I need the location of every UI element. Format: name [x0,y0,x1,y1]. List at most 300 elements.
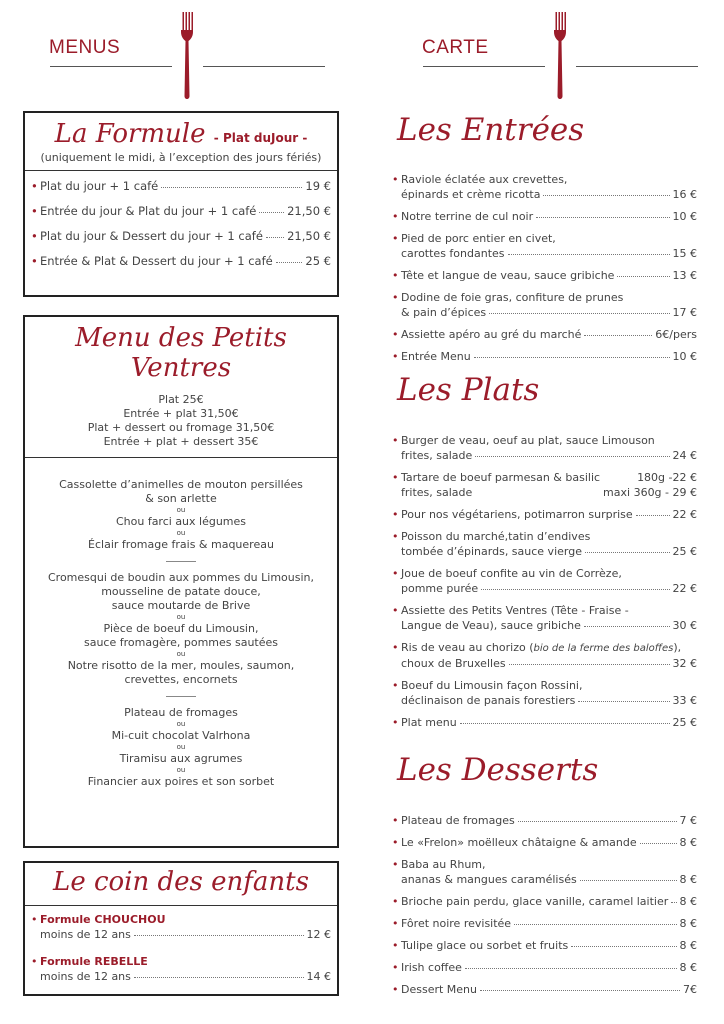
menu-item-line [392,581,697,596]
item-name: Entrée Menu [401,350,471,363]
formule-note: (uniquement le midi, à l’exception des jours fériés) [40,151,322,164]
item-name: Pour nos végétariens, potimarron surprise [401,508,633,521]
dot-leader [460,723,670,724]
formula-price: Entrée + plat + dessert 35€ [103,435,259,448]
item-name: Assiette des Petits Ventres (Tête - Fraise - [401,604,629,617]
item-text [392,640,681,656]
menu-item-line [392,305,697,320]
menu-item [31,229,331,244]
menu-item [392,529,697,559]
item-price: 30 € [672,619,697,632]
item-text [392,290,623,305]
dot-leader [481,589,669,590]
dot-leader [617,276,669,277]
dish-line: sauce fromagère, pommes sautées [83,636,279,649]
bullet-icon: • [392,814,399,827]
menu-item-line [392,872,697,887]
item-price: 25 € [305,254,331,268]
item-price: 22 € [672,582,697,595]
item-name: Entrée & Plat & Dessert du jour + 1 café [40,254,273,268]
formula-price: Plat + dessert ou fromage 31,50€ [87,421,275,434]
menu-item-line [392,857,697,872]
menu-item-line [392,544,697,559]
kids-formula-line [31,927,331,942]
item-price: 8 € [679,961,697,974]
divider [50,66,172,67]
menu-item-line [392,246,697,261]
item-price: 8 € [679,836,697,849]
entrees-list [392,172,697,371]
item-name: Le «Frelon» moëlleux châtaigne & amande [401,836,637,849]
item-name-end: ), [673,641,682,654]
carte-heading: CARTE [422,37,489,58]
menu-item-line [392,603,697,618]
dot-leader [465,968,677,969]
dot-leader [161,187,302,188]
kids-formula [31,912,331,942]
dot-leader [585,552,670,553]
menu-item [392,640,697,671]
or-word: ou [176,720,186,728]
formula-price: 14 € [306,970,331,983]
item-name: Ris de veau au chorizo ( [401,641,534,654]
item-price: 19 € [305,179,331,193]
petits-ventres-title: Menu des Petits Ventres [75,323,287,383]
item-text [392,938,568,953]
kids-formula [31,954,331,984]
menu-item-line [392,894,697,909]
item-price: 7 € [679,814,697,827]
bullet-icon: • [392,939,399,952]
or-word: ou [176,506,186,514]
menu-item-line [392,187,697,202]
item-name: Poisson du marché,tatin d’endives [401,530,591,543]
item-text [392,268,614,283]
item-price: 16 € [672,188,697,201]
menu-item [31,179,331,194]
menu-item-line [392,485,697,500]
item-name: Plat menu [401,716,457,729]
item-name: Tête et langue de veau, sauce gribiche [401,269,615,282]
menu-item [31,254,331,269]
dot-leader [584,335,652,336]
bullet-icon: • [392,328,399,341]
item-name: choux de Bruxelles [401,657,506,670]
bullet-icon: • [392,269,399,282]
formula-price: Entrée + plat 31,50€ [123,407,239,420]
formule-box [23,111,339,297]
dish-line: sauce moutarde de Brive [111,599,251,612]
desserts-title: Les Desserts [397,752,599,788]
item-price: 25 € [672,716,697,729]
item-text [392,209,533,224]
dot-leader [266,237,284,238]
formule-title-text: La Formule [54,119,206,149]
bullet-icon: • [392,434,399,447]
menu-item-line [392,618,697,633]
item-text [392,603,629,618]
dish-line: Chou farci aux légumes [115,515,247,528]
bullet-icon: • [392,895,399,908]
item-name: Notre terrine de cul noir [401,210,534,223]
menu-item-line [392,566,697,581]
item-name: Joue de boeuf confite au vin de Corrèze, [401,567,622,580]
dot-leader [276,262,303,263]
formula-desc: moins de 12 ans [40,970,131,983]
item-name: Baba au Rhum, [401,858,486,871]
item-note: bio de la ferme des baloffes [533,643,674,654]
item-text [401,305,486,320]
bullet-icon: • [392,917,399,930]
dot-leader [474,357,670,358]
item-text [392,894,668,909]
menu-item-line [31,179,331,194]
item-text [31,254,273,269]
bullet-icon: • [392,567,399,580]
bullet-icon: • [392,641,399,654]
dish-line: Pièce de boeuf du Limousin, [103,622,259,635]
menu-item [392,960,697,975]
bullet-icon: • [392,983,399,996]
formula-name: Formule CHOUCHOU [40,913,166,926]
item-name: & pain d’épices [401,306,487,319]
item-name: Pied de porc entier en civet, [401,232,556,245]
enfants-title: Le coin des enfants [53,867,309,897]
dot-leader [543,195,669,196]
course-separator [166,561,196,562]
formula-desc: moins de 12 ans [40,928,131,941]
dish-line: Tiramisu aux agrumes [119,752,243,765]
item-name: Plat du jour & Dessert du jour + 1 café [40,229,263,243]
menu-item-line [392,470,697,485]
divider [576,66,698,67]
formula-name: Formule REBELLE [40,955,148,968]
menu-item [392,470,697,500]
item-price: 33 € [672,694,697,707]
item-name: Entrée du jour & Plat du jour + 1 café [40,204,257,218]
item-price: 180g -22 € [637,471,697,484]
bullet-icon: • [392,291,399,304]
desserts-list [392,813,697,1004]
dot-leader [536,217,669,218]
menu-item [392,566,697,596]
fork-icon [552,12,568,102]
menu-item [392,172,697,202]
petits-ventres-courses [25,458,337,789]
bullet-icon: • [392,173,399,186]
dish-line: Plateau de fromages [124,706,238,719]
or-word: ou [176,529,186,537]
dish-line: mousseline de patate douce, [101,585,261,598]
dot-leader [584,626,670,627]
bullet-icon: • [31,179,38,193]
bullet-icon: • [392,961,399,974]
entrees-title: Les Entrées [397,112,585,148]
menu-item-line [392,290,697,305]
menu-item [392,715,697,730]
menu-item-line [392,960,697,975]
menu-item [392,894,697,909]
dot-leader [671,902,676,903]
or-word: ou [176,766,186,774]
menu-item-line [392,231,697,246]
item-name: Raviole éclatée aux crevettes, [401,173,568,186]
item-name: Assiette apéro au gré du marché [401,328,582,341]
item-text [392,231,556,246]
menu-item [392,678,697,708]
item-name: frites, salade [401,449,473,462]
menu-item-line [392,938,697,953]
menu-item [31,204,331,219]
dot-leader [475,456,669,457]
divider [203,66,325,67]
menu-item-line [392,529,697,544]
menu-item-line [392,433,697,448]
dot-leader [509,664,670,665]
or-word: ou [176,613,186,621]
dish-line: Cassolette d’animelles de mouton persillées [59,478,303,491]
menu-item-line [392,835,697,850]
item-text [401,581,478,596]
item-price: 17 € [672,306,697,319]
menu-item [392,835,697,850]
kids-formula-line [31,969,331,984]
menu-item [392,982,697,997]
dish-line: & son arlette [145,492,217,505]
menu-item-line [31,229,331,244]
item-price: 8 € [679,895,697,908]
dot-leader [514,924,676,925]
enfants-box [23,861,339,996]
kids-formula-name [31,912,331,927]
item-price: 21,50 € [287,229,331,243]
item-text [392,835,637,850]
menu-item-line [392,448,697,463]
menu-item-line [31,254,331,269]
menu-item-line [392,678,697,693]
item-text [392,916,511,931]
dish-line: Financier aux poires et son sorbet [87,775,275,788]
bullet-icon: • [31,955,38,968]
fork-icon [179,12,195,102]
menu-item-line [392,916,697,931]
item-text [31,179,158,194]
dot-leader [508,254,670,255]
item-price: 32 € [672,657,697,670]
item-text [401,246,505,261]
bullet-icon: • [392,210,399,223]
item-name: épinards et crème ricotta [401,188,541,201]
item-price: 10 € [672,350,697,363]
item-text [392,327,581,342]
item-price: 13 € [672,269,697,282]
item-price: 6€/pers [655,328,697,341]
menu-item-line [392,982,697,997]
item-price: 7€ [683,983,697,996]
item-name: frites, salade [401,486,473,499]
item-name: Boeuf du Limousin façon Rossini, [401,679,583,692]
menu-item [392,327,697,342]
dot-leader [134,935,304,936]
item-text [392,715,457,730]
or-word: ou [176,743,186,751]
item-name: carottes fondantes [401,247,505,260]
item-text [401,448,472,463]
item-price: 22 € [672,508,697,521]
item-text [392,470,600,485]
item-text [401,544,582,559]
bullet-icon: • [392,604,399,617]
item-text [401,872,577,887]
item-price: 21,50 € [287,204,331,218]
bullet-icon: • [31,204,38,218]
menus-heading: MENUS [49,37,121,58]
course-separator [166,696,196,697]
menu-item [392,857,697,887]
dish-line: Notre risotto de la mer, moules, saumon, [67,659,295,672]
formule-title [25,113,337,149]
item-text [392,349,471,364]
bullet-icon: • [392,836,399,849]
item-name: déclinaison de panais forestiers [401,694,576,707]
dish-line: Cromesqui de boudin aux pommes du Limousin, [47,571,314,584]
menu-item-line [392,813,697,828]
item-text [401,618,581,633]
item-text [401,187,540,202]
item-price: 8 € [679,873,697,886]
menu-item-line [392,268,697,283]
item-text [392,813,515,828]
menu-item-line [392,715,697,730]
item-name: Tartare de boeuf parmesan & basilic [401,471,601,484]
bullet-icon: • [392,232,399,245]
menu-item [392,433,697,463]
menu-item-line [392,656,697,671]
item-price: 25 € [672,545,697,558]
item-text [401,693,575,708]
item-name: Dessert Menu [401,983,478,996]
kids-formula-name [31,954,331,969]
dish-line: Éclair fromage frais & maquereau [88,538,274,551]
menu-item-line [392,693,697,708]
bullet-icon: • [392,350,399,363]
menu-item [392,916,697,931]
formule-subtitle: - Plat duJour - [213,131,308,145]
menu-item-line [392,172,697,187]
item-text [392,172,567,187]
item-name: Burger de veau, oeuf au plat, sauce Limouson [401,434,655,447]
dot-leader [489,313,669,314]
menu-item-line [392,640,697,656]
item-text [392,566,622,581]
or-word: ou [176,650,186,658]
item-text [392,678,582,693]
item-text [392,982,477,997]
item-text [392,433,655,448]
menu-item [392,938,697,953]
item-price: 10 € [672,210,697,223]
dish-line: Mi-cuit chocolat Valrhona [111,729,251,742]
dot-leader [134,977,304,978]
menu-item [392,507,697,522]
plats-title: Les Plats [397,372,540,408]
bullet-icon: • [392,679,399,692]
item-text [401,656,506,671]
divider [423,66,545,67]
formule-list [25,171,337,269]
menu-item-line [392,507,697,522]
item-price: 24 € [672,449,697,462]
item-name: Fôret noire revisitée [401,917,512,930]
item-name: Irish coffee [401,961,462,974]
dot-leader [518,821,677,822]
item-price: 15 € [672,247,697,260]
item-name: Dodine de foie gras, confiture de prunes [401,291,624,304]
item-name: Plateau de fromages [401,814,515,827]
menu-item [392,813,697,828]
item-text [31,204,256,219]
item-price: maxi 360g - 29 € [603,486,697,499]
bullet-icon: • [392,716,399,729]
menu-item-line [392,349,697,364]
enfants-list [25,906,337,984]
item-text [392,507,633,522]
item-text [392,960,462,975]
menu-item-line [392,209,697,224]
plats-list [392,433,697,737]
item-price: 8 € [679,939,697,952]
bullet-icon: • [31,229,38,243]
dot-leader [640,843,677,844]
dot-leader [571,946,676,947]
item-text [31,229,263,244]
dot-leader [259,212,284,213]
menu-item [392,209,697,224]
item-name: pomme purée [401,582,479,595]
item-name: tombée d’épinards, sauce vierge [401,545,582,558]
menu-item [392,231,697,261]
formula-price: 12 € [306,928,331,941]
item-name: Brioche pain perdu, glace vanille, caramel laitier [401,895,669,908]
bullet-icon: • [392,471,399,484]
menu-item [392,290,697,320]
dot-leader [480,990,680,991]
dish-line: crevettes, encornets [124,673,238,686]
bullet-icon: • [392,530,399,543]
dot-leader [580,880,677,881]
bullet-icon: • [392,508,399,521]
bullet-icon: • [31,913,38,926]
item-name: Tulipe glace ou sorbet et fruits [401,939,569,952]
petits-ventres-box [23,315,339,848]
menu-item [392,603,697,633]
menu-item [392,268,697,283]
formula-price: Plat 25€ [158,393,204,406]
menu-item [392,349,697,364]
dot-leader [578,701,669,702]
menu-item-line [31,204,331,219]
menu-item-line [392,327,697,342]
bullet-icon: • [392,858,399,871]
item-text [392,529,590,544]
petits-ventres-prices [25,393,337,457]
item-text [392,857,486,872]
bullet-icon: • [31,254,38,268]
item-name: Plat du jour + 1 café [40,179,159,193]
dot-leader [636,515,670,516]
item-name: Langue de Veau), sauce gribiche [401,619,581,632]
item-price: 8 € [679,917,697,930]
